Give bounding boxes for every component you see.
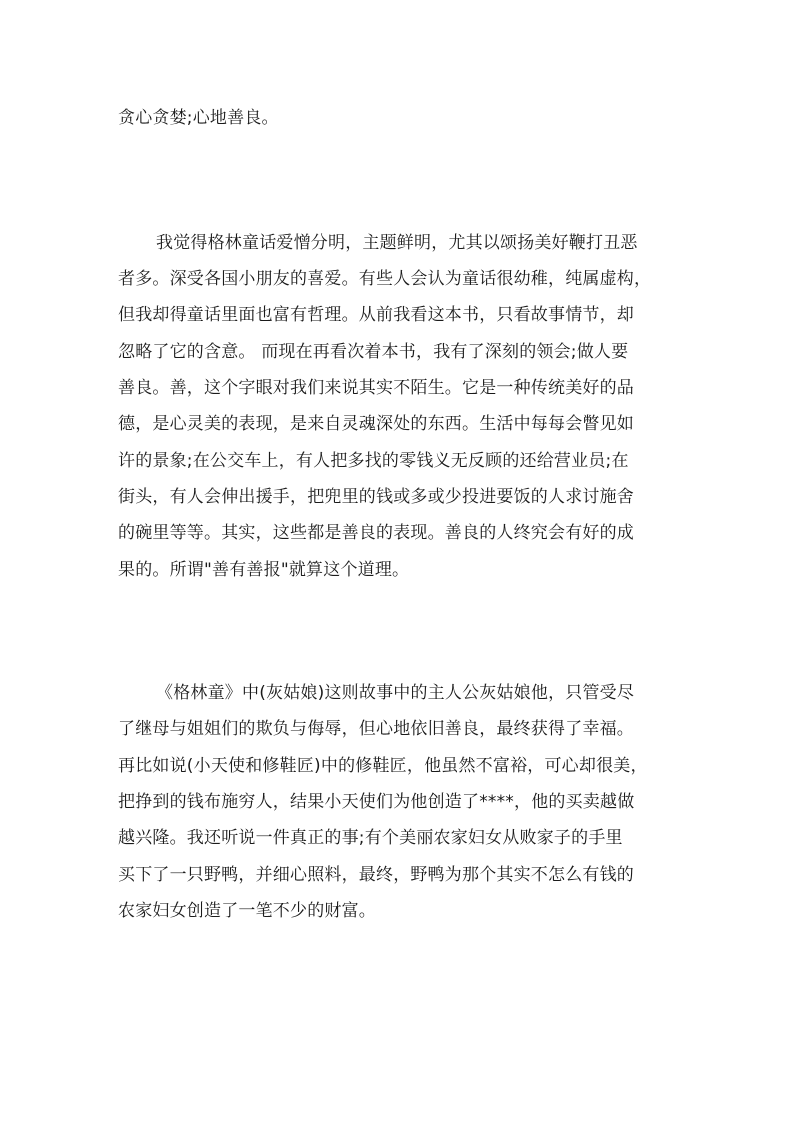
text-line: 街头，有人会伸出援手，把兜里的钱或多或少投进要饭的人求讨施舍 (118, 487, 634, 507)
text-line: 者多。深受各国小朋友的喜爱。有些人会认为童话很幼稚，纯属虚构， (118, 269, 652, 289)
text-line: 但我却得童话里面也富有哲理。从前我看这本书，只看故事情节，却 (118, 305, 634, 325)
text-line: 的碗里等等。其实，这些都是善良的表现。善良的人终究会有好的成 (118, 523, 634, 543)
text-line: 果的。所谓"善有善报"就算这个道理。 (118, 560, 410, 580)
text-line: 买下了一只野鸭，并细心照料，最终，野鸭为那个其实不怎么有钱的 (118, 865, 634, 885)
text-line: 越兴隆。我还听说一件真正的事;有个美丽农家妇女从败家子的手里 (118, 828, 623, 848)
text-line: 再比如说(小天使和修鞋匠)中的修鞋匠，他虽然不富裕，可心却很美， (118, 756, 648, 776)
text-line: 把挣到的钱布施穷人，结果小天使们为他创造了****，他的买卖越做 (118, 792, 635, 812)
text-line: 许的景象;在公交车上，有人把多找的零钱义无反顾的还给营业员;在 (118, 451, 629, 471)
text-line: 了继母与姐姐们的欺负与侮辱，但心地依旧善良，最终获得了幸福。 (118, 719, 634, 739)
text-line: 农家妇女创造了一笔不少的财富。 (118, 901, 376, 921)
text-line: 善良。善，这个字眼对我们来说其实不陌生。它是一种传统美好的品 (118, 378, 634, 398)
text-line: 我觉得格林童话爱憎分明，主题鲜明，尤其以颂扬美好鞭打丑恶 (156, 233, 638, 253)
text-line: 《格林童》中(灰姑娘)这则故事中的主人公灰姑娘他，只管受尽 (156, 683, 635, 703)
text-line: 德，是心灵美的表现，是来自灵魂深处的东西。生活中每每会瞥见如 (118, 414, 634, 434)
text-line: 忽略了它的含意。 而现在再看次着本书，我有了深刻的领会;做人要 (118, 342, 629, 362)
text-line: 贪心贪婪;心地善良。 (118, 108, 279, 128)
